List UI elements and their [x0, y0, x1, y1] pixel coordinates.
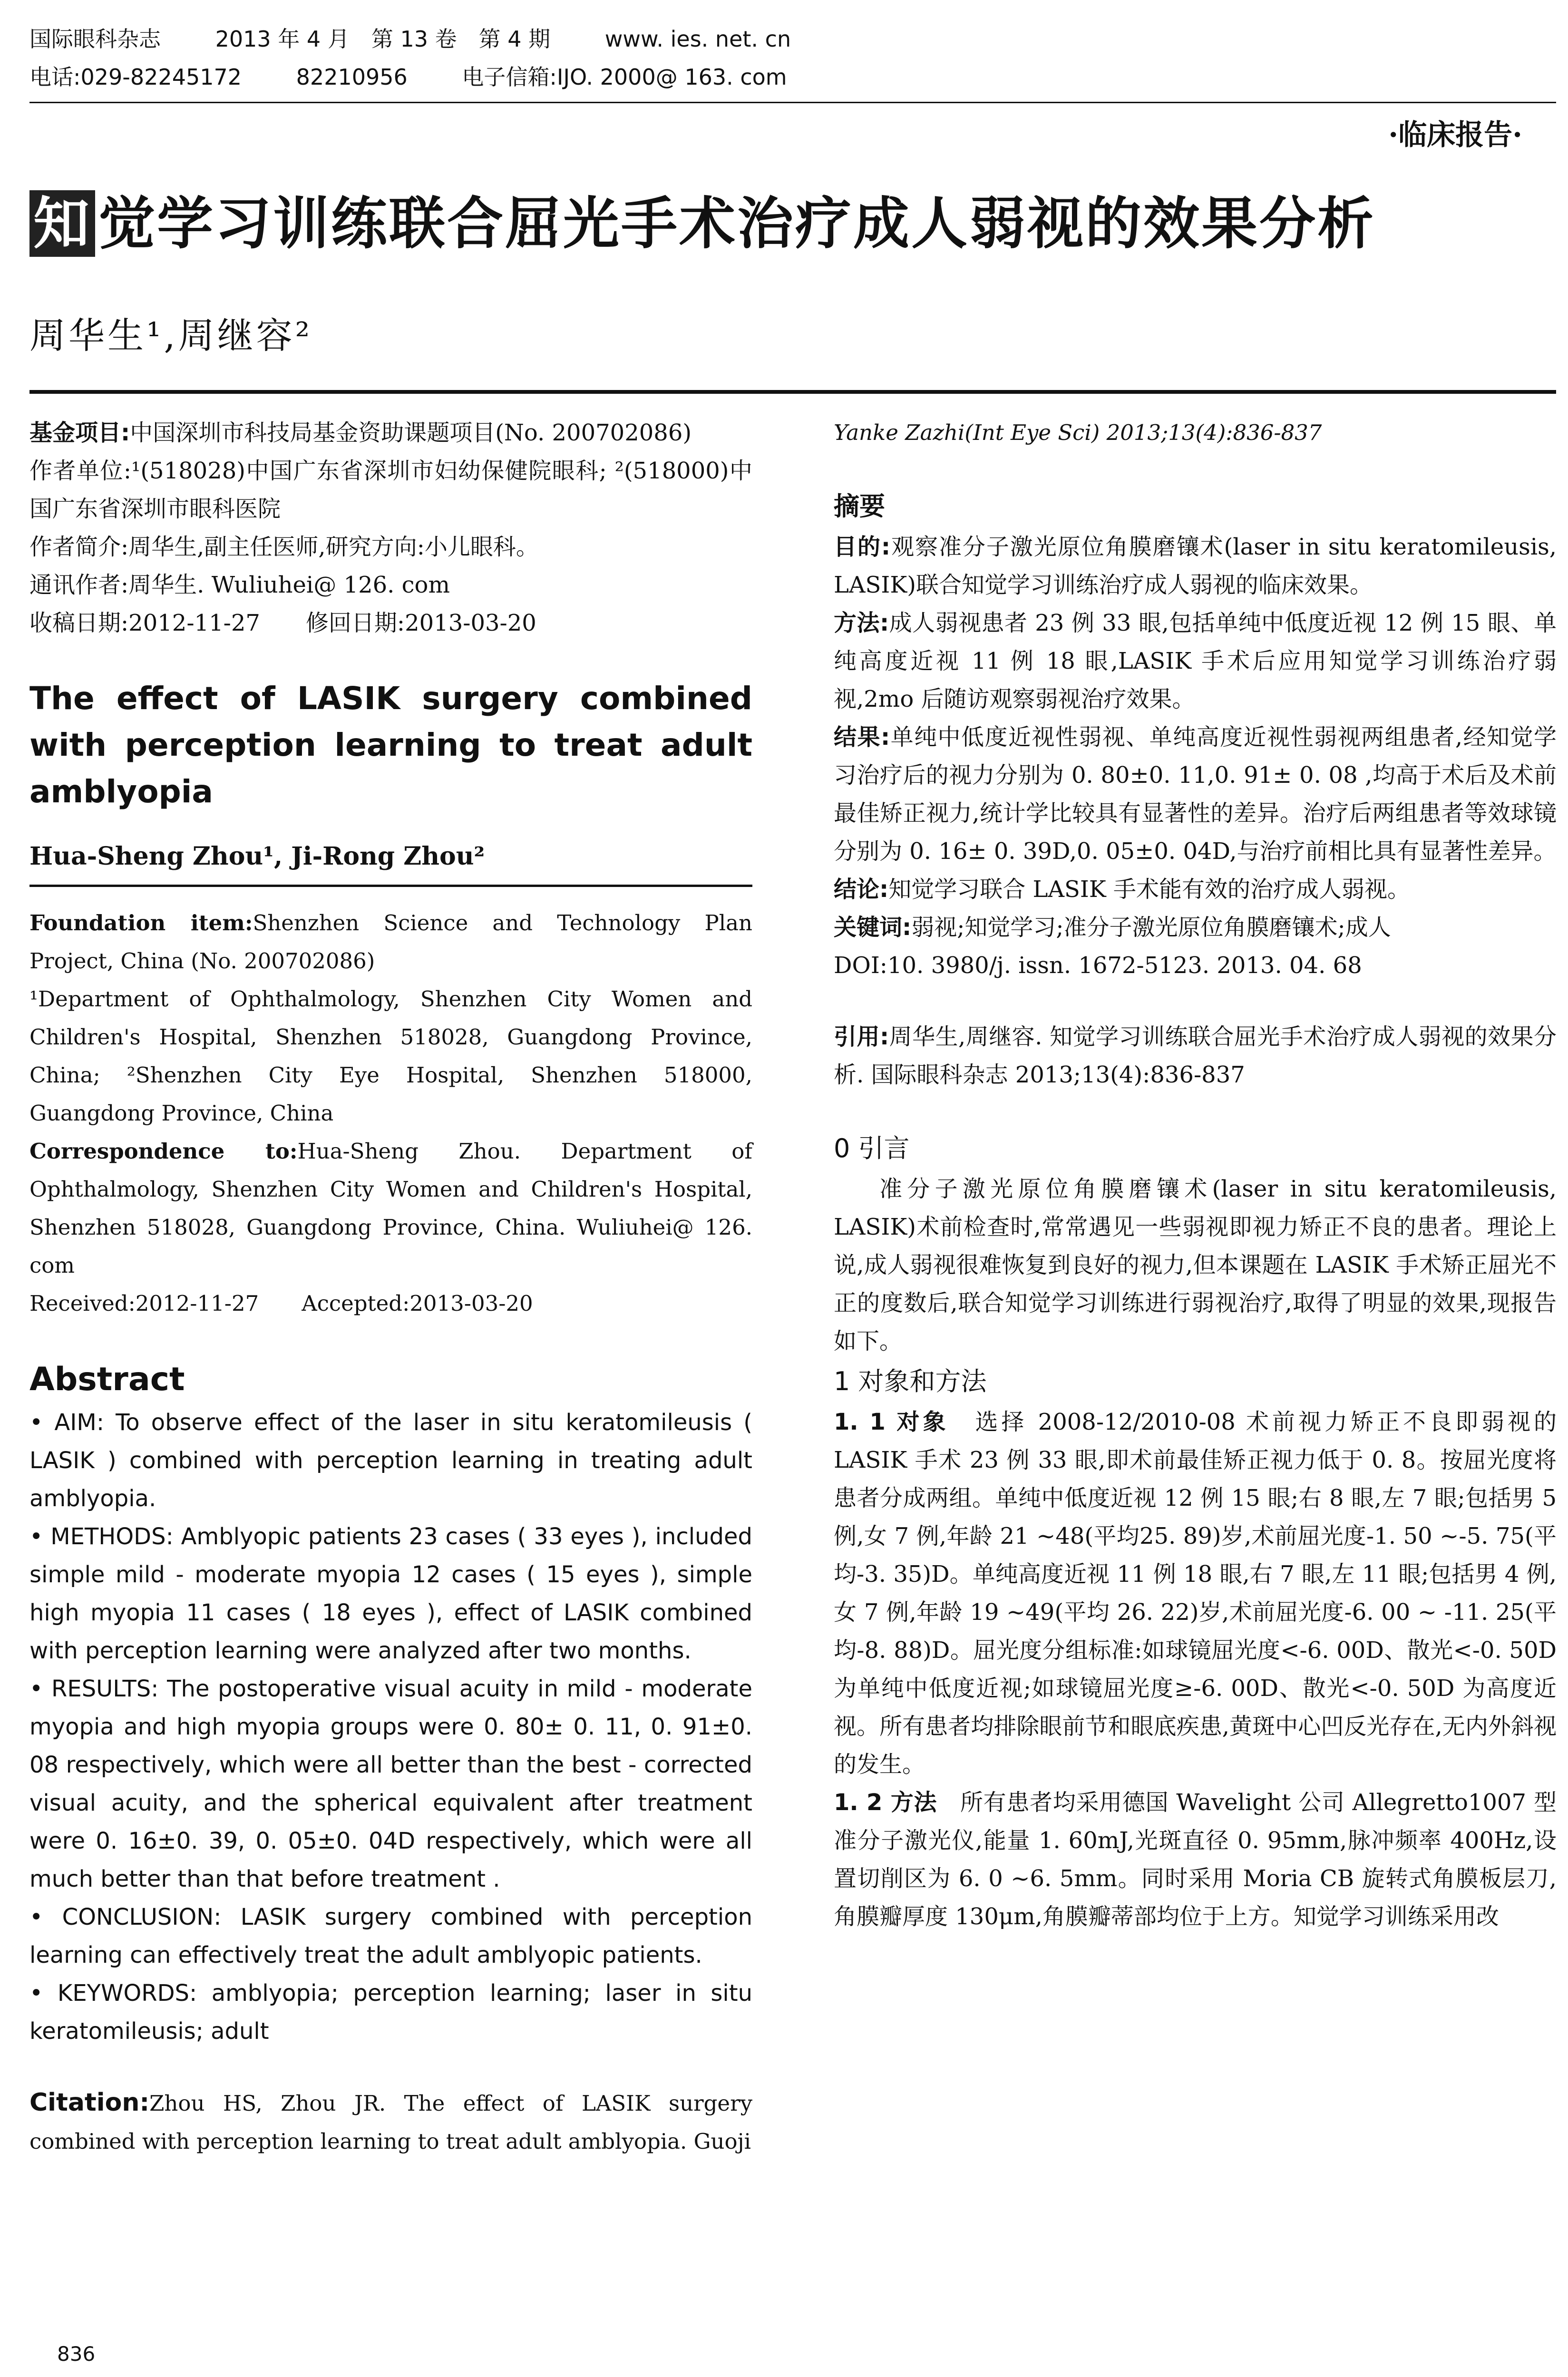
meta-affiliation: 作者单位:¹(518028)中国广东省深圳市妇幼保健院眼科; ²(518000)中国广东省深圳市眼科医院 — [29, 458, 752, 522]
abstract-methods: • METHODS: Amblyopic patients 23 cases ( 33 eyes ), included simple mild - moderate myopia 12 cases ( 15 eyes ), simple high myopia 11 cases ( 18 eyes ), effect of LASIK combined with perception learning were analyzed after two months. — [29, 1523, 752, 1664]
doi: DOI:10. 3980/j. issn. 1672-5123. 2013. 04. 68 — [834, 952, 1362, 979]
meta-bio: 作者简介:周华生,副主任医师,研究方向:小儿眼科。 — [29, 534, 539, 560]
citation-cn: 引用:周华生,周继容. 知觉学习训练联合屈光手术治疗成人弱视的效果分析. 国际眼科杂志 2013;13(4):836-837 — [834, 1023, 1557, 1088]
abstract-aim: • AIM: To observe effect of the laser in situ keratomileusis ( LASIK ) combined with perception learning in treating adult amblyopia. — [29, 1409, 752, 1512]
meta-funding: 基金项目:中国深圳市科技局基金资助课题项目(No. 200702086) — [29, 419, 692, 446]
title-rest: 觉学习训练联合屈光手术治疗成人弱视的效果分析 — [99, 191, 1376, 256]
citation-en: Citation:Zhou HS, Zhou JR. The effect of LASIK surgery combined with perception learning to treat adult amblyopia. Guoji — [29, 2088, 752, 2154]
intro-heading: 0 引言 — [834, 1133, 910, 1163]
abstract-cn-results: 结果:单纯中低度近视性弱视、单纯高度近视性弱视两组患者,经知觉学习治疗后的视力分别为 0. 80±0. 11,0. 91± 0. 08 ,均高于术后及术前最佳矫正视力,统计学比较具有显著性的差异。治疗后两组患者等效球镜分别为 0. 16± 0. 39D,0. 05±0. 04D,与治疗前相比具有显著性差异。 — [834, 724, 1557, 865]
journal-header — [29, 20, 1542, 96]
meta-dates: 收稿日期:2012-11-27 修回日期:2013-03-20 — [29, 610, 536, 636]
title-drop-char: 知 — [29, 190, 95, 257]
abstract-cn-keywords: 关键词:弱视;知觉学习;准分子激光原位角膜磨镶术;成人 — [834, 914, 1391, 941]
abstract-cn-aim: 目的:观察准分子激光原位角膜磨镶术(laser in situ keratomileusis, LASIK)联合知觉学习训练治疗成人弱视的临床效果。 — [834, 534, 1557, 598]
abstract-cn-conclusion: 结论:知觉学习联合 LASIK 手术能有效的治疗成人弱视。 — [834, 876, 1410, 903]
abstract-title: Abstract — [29, 1361, 185, 1398]
title-rule — [29, 390, 1556, 394]
abstract-conclusion: • CONCLUSION: LASIK surgery combined with perception learning can effectively treat the adult amblyopic patients. — [29, 1904, 752, 1968]
journal-name: 国际眼科杂志 — [29, 26, 161, 52]
journal-issue: 2013 年 4 月 第 13 卷 第 4 期 — [215, 26, 551, 52]
en-authors-rule — [29, 885, 752, 887]
en-title: The effect of LASIK surgery combined with perception learning to treat adult amblyopia — [29, 680, 752, 810]
journal-website: www. ies. net. cn — [604, 26, 791, 52]
subjects-paragraph: 1. 1 对象 选择 2008-12/2010-08 术前视力矫正不良即弱视的 LASIK 手术 23 例 33 眼,即术前最佳矫正视力低于 0. 8。按屈光度将患者分成两组。单纯中低度近视 12 例 15 眼;右 8 眼,左 7 眼;包括男 5 例,女 7 例,年龄 21 ~48(平均25. 89)岁,术前屈光度-1. 50 ~-5. 75(平均-3. 35)D。单纯高度近视 11 例 18 眼,右 7 眼,左 11 眼;包括男 4 例,女 7 例,年龄 19 ~49(平均 26. 22)岁,术前屈光度-6. 00 ~ -11. 25(平均-8. 88)D。屈光度分组标准:如球镜屈光度<-6. 00D、散光<-0. 50D 为单纯中低度近视;如球镜屈光度≥-6. 00D、散光<-0. 50D 为高度近视。所有患者均排除眼前节和眼底疾患,黄斑中心凹反光存在,无内外斜视的发生。 — [834, 1409, 1557, 1778]
en-dates: Received:2012-11-27 Accepted:2013-03-20 — [29, 1291, 533, 1316]
section-tag: ·临床报告· — [1388, 118, 1522, 152]
meta-correspondence: 通讯作者:周华生. Wuliuhei@ 126. com — [29, 572, 450, 598]
abstract-cn-title: 摘要 — [834, 491, 885, 521]
journal-email: 电子信箱:IJO. 2000@ 163. com — [462, 64, 787, 90]
methods-heading: 1 对象和方法 — [834, 1366, 987, 1396]
journal-phone: 电话:029-82245172 — [29, 64, 242, 90]
en-authors: Hua-Sheng Zhou¹, Ji-Rong Zhou² — [29, 842, 485, 871]
journal-phone2: 82210956 — [296, 64, 408, 90]
methods-paragraph: 1. 2 方法 所有患者均采用德国 Wavelight 公司 Allegretto1007 型准分子激光仪,能量 1. 60mJ,光斑直径 0. 95mm,脉冲频率 400Hz,设置切削区为 6. 0 ~6. 5mm。同时采用 Moria CB 旋转式角膜板层刀,角膜瓣厚度 130μm,角膜瓣蒂部均位于上方。知觉学习训练采用改 — [834, 1789, 1557, 1930]
cn-meta — [29, 414, 752, 642]
abstract-cn-methods: 方法:成人弱视患者 23 例 33 眼,包括单纯中低度近视 12 例 15 眼、单纯高度近视 11 例 18 眼,LASIK 手术后应用知觉学习训练治疗弱视,2mo 后随访观察弱视治疗效果。 — [834, 610, 1557, 712]
intro-text: 准分子激光原位角膜磨镶术(laser in situ keratomileusis, LASIK)术前检查时,常常遇见一些弱视即视力矫正不良的患者。理论上说,成人弱视很难恢复到良好的视力,但本课题在 LASIK 手术矫正屈光不正的度数后,联合知觉学习训练进行弱视治疗,取得了明显的效果,现报告如下。 — [834, 1176, 1557, 1354]
page-number: 836 — [57, 2342, 96, 2366]
en-affiliation: ¹Department of Ophthalmology, Shenzhen City Women and Children's Hospital, Shenzhen 518028, Guangdong Province, China; ²Shenzhen City Eye Hospital, Shenzhen 518000, Guangdong Province, China — [29, 986, 752, 1126]
en-meta — [29, 904, 752, 1323]
authors-cn: 周华生¹,周继容² — [29, 314, 313, 357]
right-column — [834, 414, 1557, 1936]
abstract-keywords: • KEYWORDS: amblyopia; perception learning; laser in situ keratomileusis; adult — [29, 1980, 752, 2045]
citation-en-cont: Yanke Zazhi(Int Eye Sci) 2013;13(4):836-837 — [834, 420, 1322, 445]
en-correspondence: Correspondence to:Hua-Sheng Zhou. Department of Ophthalmology, Shenzhen City Women and Children's Hospital, Shenzhen 518028, Guangdong Province, China. Wuliuhei@ 126. com — [29, 1139, 752, 1278]
header-rule — [29, 102, 1556, 103]
left-column — [29, 414, 752, 2161]
article-title — [29, 190, 1551, 257]
abstract-results: • RESULTS: The postoperative visual acuity in mild - moderate myopia and high myopia groups were 0. 80± 0. 11, 0. 91±0. 08 respectively, which were all better than the best - corrected visual acuity, and the spherical equivalent after treatment were 0. 16±0. 39, 0. 05±0. 04D respectively, which were all much better than that before treatment . — [29, 1676, 752, 1892]
en-foundation: Foundation item:Shenzhen Science and Technology Plan Project, China (No. 200702086) — [29, 910, 752, 974]
